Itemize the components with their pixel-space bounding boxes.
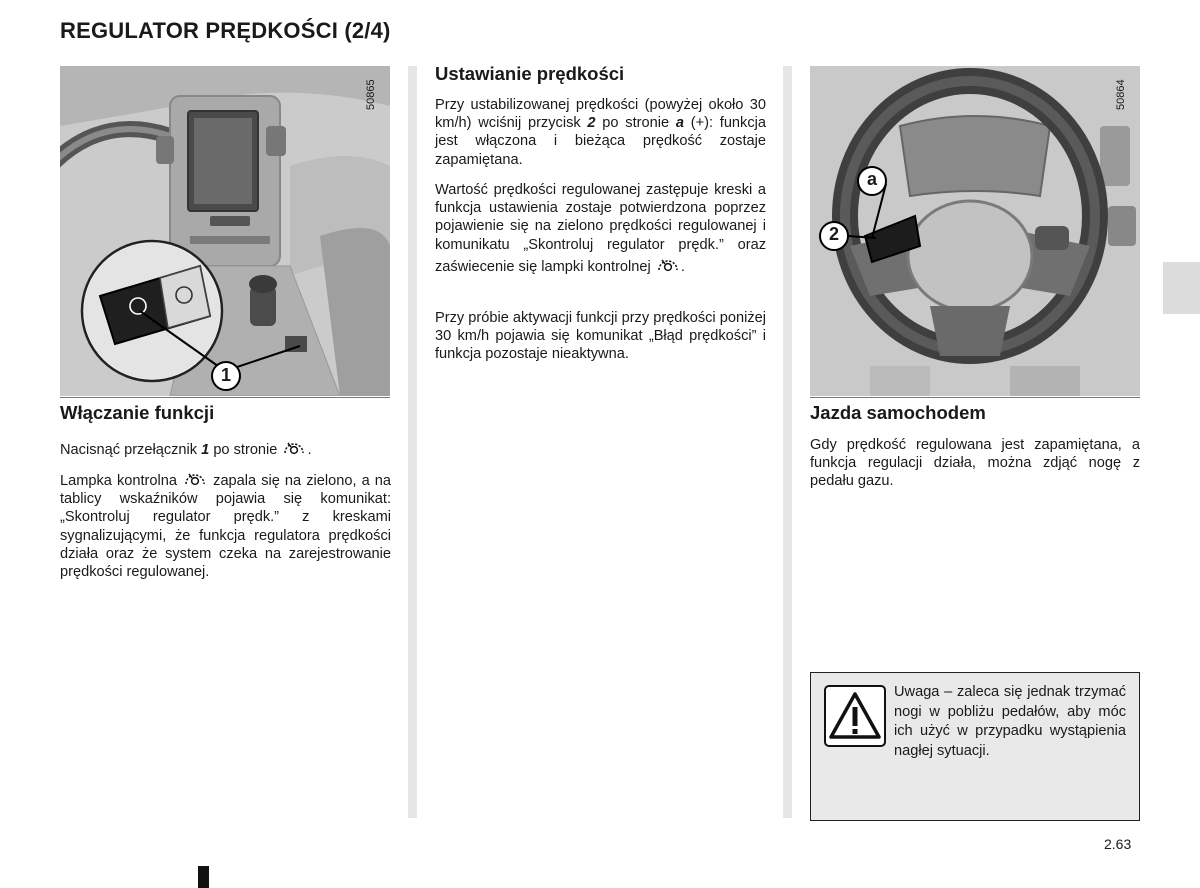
chapter-tab [1163, 262, 1200, 314]
paragraph-driving-1: Gdy prędkość regulowana jest zapamiętana, a funkcja regulacji działa, można zdjąć nogę z pedału gazu. [810, 437, 1140, 490]
figure-code: 50864 [1115, 79, 1127, 110]
heading-driving: Jazda samochodem [810, 402, 986, 423]
crop-mark [198, 866, 209, 888]
paragraph-set-2: Wartość prędkości regulowanej zastępuje kreski a funkcja ustawienia zostaje potwierdzona poprzez pojawienie się na zielono prędkości regulowanej i komunikatu „Skontroluj regulator prędk.” oraz zaświecenie się lampki kontrolnej . [435, 182, 766, 275]
figure-center-console [60, 66, 390, 396]
cruise-control-icon [182, 468, 208, 490]
callout-a-label: a [866, 169, 877, 189]
page-number: 2.63 [1104, 836, 1132, 852]
figure-steering-wheel [810, 66, 1140, 396]
paragraph-enable-2: Lampka kontrolna zapala się na zielono, a na tablicy wskaźników pojawia się komunikat: „Skontroluj regulator prędk.” z kreskami sygnalizującymi, że funkcja regulatora prędkości działa oraz że system czeka na zarejestrowanie prędkości regulowanej. [60, 468, 391, 581]
column-divider [783, 66, 792, 818]
heading-enable: Włączanie funkcji [60, 402, 215, 423]
callout-2-label: 2 [828, 224, 839, 244]
paragraph-set-3: Przy próbie aktywacji funkcji przy prędkości poniżej 30 km/h pojawia się komunikat „Błąd prędkości” i funkcja pozostaje nieaktywna. [435, 310, 766, 363]
column-divider [408, 66, 417, 818]
figure-rule [60, 397, 390, 398]
page-title: REGULATOR PRĘDKOŚCI (2/4) [60, 18, 391, 43]
paragraph-set-1: Przy ustabilizowanej prędkości (powyżej około 30 km/h) wciśnij przycisk 2 po stronie a (+): funkcja jest włączona i bieżąca prędkość zostaje zapamiętana. [435, 97, 767, 168]
cruise-control-icon [281, 437, 307, 459]
console-illustration [60, 66, 390, 396]
paragraph-enable-1: Nacisnąć przełącznik 1 po stronie . [60, 437, 391, 459]
figure-code: 50865 [365, 79, 377, 110]
figure-rule [810, 397, 1140, 398]
warning-text: Uwaga – zaleca się jednak trzymać nogi w pobliżu pedałów, aby móc ich użyć w przypadku wystąpienia nagłej sytuacji. [894, 684, 1126, 759]
cruise-control-icon [655, 254, 681, 276]
warning-triangle-icon [824, 685, 886, 747]
callout-1-label: 1 [220, 365, 231, 385]
steering-wheel-illustration [810, 66, 1140, 396]
warning-content [824, 683, 1126, 761]
heading-set-speed: Ustawianie prędkości [435, 63, 625, 84]
